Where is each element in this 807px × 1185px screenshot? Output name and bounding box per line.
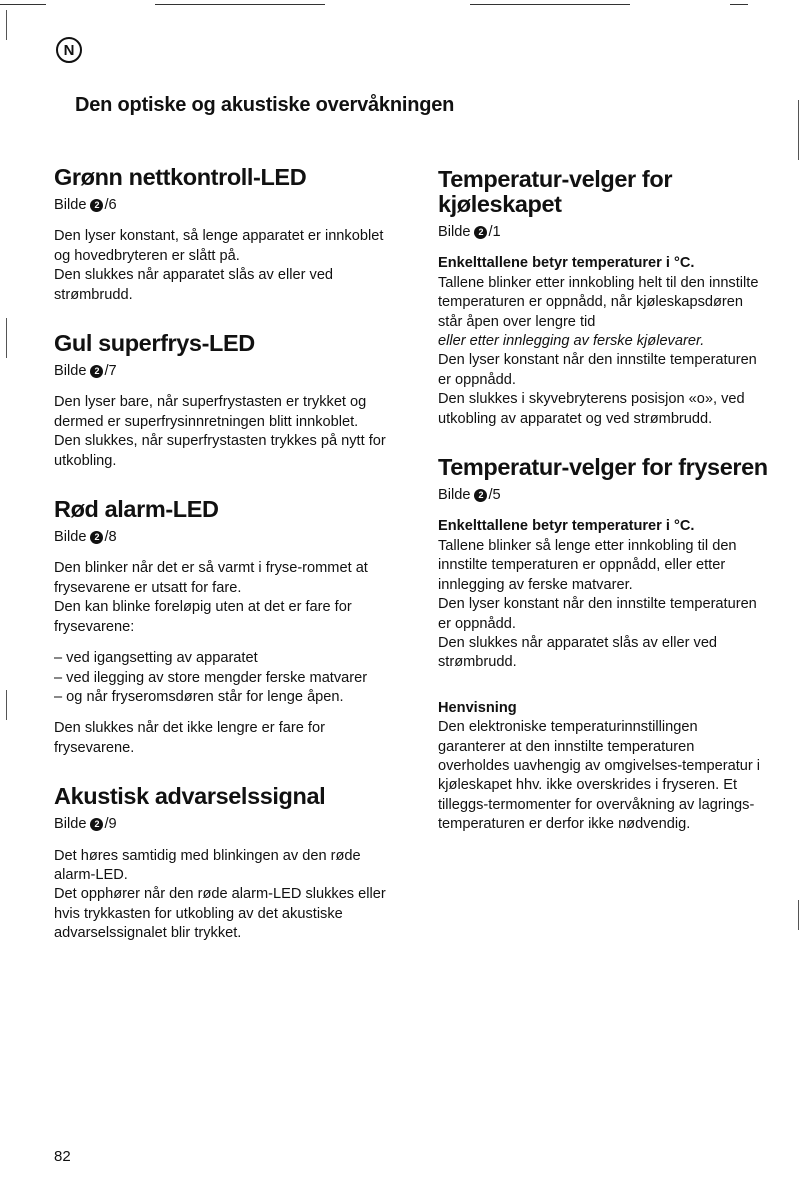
section-heading: Temperatur-velger for fryseren xyxy=(438,454,768,481)
section-heading: Akustisk advarselssignal xyxy=(54,783,326,810)
figure-reference xyxy=(438,486,768,505)
paragraph: Tallene blinker etter innkobling helt til den innstilte temperaturen er oppnådd, når kjøleskapsdøren står åpen over lengre tid xyxy=(438,274,759,330)
section-heading: Grønn nettkontroll-LED xyxy=(54,164,307,190)
figure-number-badge: 2 xyxy=(90,818,103,831)
figure-number-badge: 2 xyxy=(474,489,487,502)
paragraph: Den slukkes i skyvebryterens posisjon «o», ved utkobling av apparatet og ved strømbrudd. xyxy=(438,391,745,427)
scan-edge-line xyxy=(155,4,325,5)
figure-item: /8 xyxy=(104,529,117,546)
figure-label: Bilde xyxy=(54,363,87,380)
figure-number-badge: 2 xyxy=(90,199,103,212)
section-green-led xyxy=(54,165,399,305)
paragraph: Den kan blinke foreløpig uten at det er fare for frysevarene: xyxy=(54,599,352,635)
scan-edge-line xyxy=(730,4,748,5)
bullet-list xyxy=(54,649,399,707)
paragraph: Den slukkes når apparatet slås av eller ved strømbrudd. xyxy=(54,267,334,303)
scan-edge-line xyxy=(0,4,46,5)
scan-edge-line xyxy=(798,900,799,930)
figure-label: Bilde xyxy=(438,224,471,240)
figure-reference xyxy=(54,528,399,547)
figure-item: /9 xyxy=(104,816,117,833)
scan-edge-line xyxy=(470,4,630,5)
figure-reference xyxy=(438,223,768,242)
language-badge: N xyxy=(56,37,82,63)
figure-item: /1 xyxy=(488,224,501,240)
paragraph: Den slukkes når det ikke lengre er fare for frysevarene. xyxy=(54,720,325,756)
figure-reference xyxy=(54,815,399,834)
section-freezer-selector xyxy=(438,455,768,673)
left-column xyxy=(54,165,399,970)
scan-edge-line xyxy=(6,690,7,720)
figure-number-badge: 2 xyxy=(90,365,103,378)
scan-edge-line xyxy=(6,10,7,40)
paragraph: Den slukkes, når superfrystasten trykkes på nytt for utkobling. xyxy=(54,433,386,469)
scan-edge-line xyxy=(798,100,799,160)
figure-item: /7 xyxy=(104,363,117,380)
list-item: – ved ilegging av store mengder ferske matvarer xyxy=(54,669,368,686)
section-note xyxy=(438,699,768,835)
bold-lead: Enkelttallene betyr temperaturer i °C. xyxy=(438,255,695,272)
paragraph: Det opphører når den røde alarm-LED slukkes eller hvis trykkasten for utkobling av det akustiske advarselssignalet blir trykket. xyxy=(54,886,386,942)
section-fridge-selector xyxy=(438,167,768,429)
paragraph: Den lyser konstant når den innstilte temperaturen er oppnådd. xyxy=(438,596,757,632)
list-item: – ved igangsetting av apparatet xyxy=(54,650,258,667)
figure-number-badge: 2 xyxy=(90,531,103,544)
page-number: 82 xyxy=(54,1148,71,1165)
bold-lead: Enkelttallene betyr temperaturer i °C. xyxy=(438,518,695,535)
figure-label: Bilde xyxy=(54,816,87,833)
section-acoustic-signal xyxy=(54,784,399,943)
list-item: – og når fryseromsdøren står for lenge åpen. xyxy=(54,688,344,705)
italic-paragraph: eller etter innlegging av ferske kjølevarer. xyxy=(438,333,705,350)
figure-label: Bilde xyxy=(438,487,471,504)
paragraph: Den blinker når det er så varmt i fryse-rommet at frysevarene er utsatt for fare. xyxy=(54,560,368,596)
figure-label: Bilde xyxy=(54,529,87,546)
paragraph: Den lyser konstant når den innstilte temperaturen er oppnådd. xyxy=(438,352,757,388)
note-text: Den elektroniske temperaturinnstillingen garanterer at den innstilte temperaturen overholdes uavhengig av omgivelses-temperatur i kjøleskapet hhv. ikke overskrides i fryseren. Et tilleggs-termomenter for overvåkning av lagrings-temperaturen er derfor ikke nødvendig. xyxy=(438,719,761,833)
right-column xyxy=(438,167,768,861)
section-heading: Rød alarm-LED xyxy=(54,496,219,523)
scan-edge-line xyxy=(6,318,7,358)
section-heading: Gul superfrys-LED xyxy=(54,330,255,357)
paragraph: Den lyser konstant, så lenge apparatet er innkoblet og hovedbryteren er slått på. xyxy=(54,228,384,264)
figure-label: Bilde xyxy=(54,197,87,213)
page-title: Den optiske og akustiske overvåkningen xyxy=(75,94,455,116)
paragraph: Den slukkes når apparatet slås av eller ved strømbrudd. xyxy=(438,634,718,671)
paragraph: Det høres samtidig med blinkingen av den røde alarm-LED. xyxy=(54,847,361,883)
figure-number-badge: 2 xyxy=(474,226,487,239)
paragraph: Tallene blinker så lenge etter innkobling til den innstilte temperaturen er oppnådd, eller etter innlegging av ferske matvarer. xyxy=(438,537,737,593)
section-yellow-led xyxy=(54,331,399,471)
figure-item: /5 xyxy=(488,487,501,504)
paragraph: Den lyser bare, når superfrystasten er trykket og dermed er superfrysinnretningen blitt innkoblet. xyxy=(54,394,367,430)
figure-reference xyxy=(54,362,399,381)
figure-reference xyxy=(54,196,399,215)
note-heading: Henvisning xyxy=(438,699,517,716)
figure-item: /6 xyxy=(104,197,117,213)
section-heading: Temperatur-velger for kjøleskapet xyxy=(438,166,673,217)
section-red-led xyxy=(54,497,399,758)
